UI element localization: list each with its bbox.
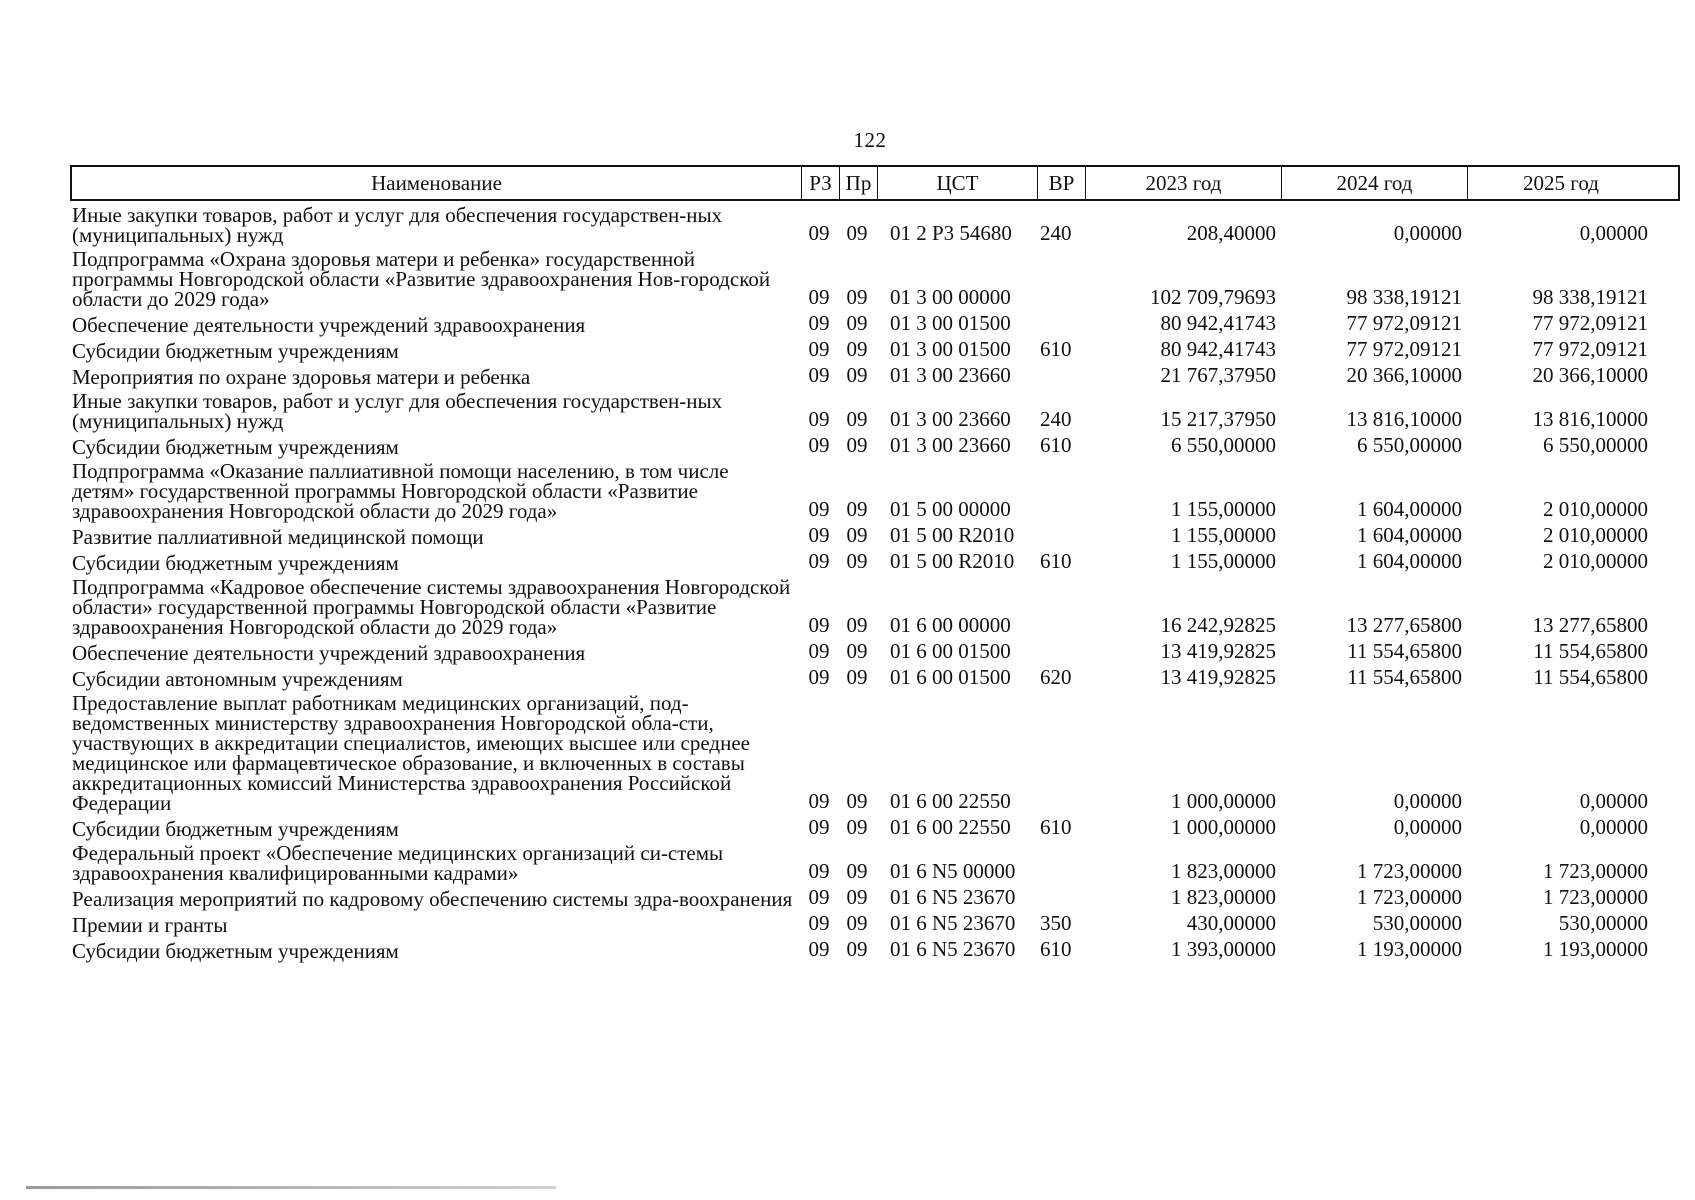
cell-2024: 13 816,10000	[1346, 407, 1462, 431]
cell-name: Реализация мероприятий по кадровому обеспечению системы здра-воохранения	[72, 887, 793, 911]
cell-2023: 102 709,79693	[1150, 285, 1276, 309]
table-row	[70, 391, 1680, 435]
cell-cst: 01 3 00 00000	[890, 285, 1011, 309]
cell-vr: 610	[1040, 433, 1072, 457]
page-number: 122	[853, 128, 887, 152]
table-row	[70, 435, 1680, 461]
cell-cst: 01 5 00 R2010	[890, 523, 1015, 547]
header-pr: Пр	[840, 167, 878, 199]
table-row	[70, 641, 1680, 667]
cell-vr	[1036, 635, 1084, 641]
cell-name: Мероприятия по охране здоровья матери и ребенка	[72, 365, 531, 389]
cell-pr: 09	[846, 549, 868, 573]
cell-pr: 09	[846, 363, 868, 387]
cell-rz: 09	[808, 911, 830, 935]
cell-2025: 6 550,00000	[1543, 433, 1648, 457]
cell-2025: 2 010,00000	[1543, 497, 1648, 521]
cell-2023: 1 155,00000	[1171, 497, 1276, 521]
cell-2024: 1 193,00000	[1357, 937, 1462, 961]
cell-2024: 530,00000	[1372, 911, 1462, 935]
cell-rz: 09	[808, 221, 830, 245]
cell-2024: 1 604,00000	[1357, 523, 1462, 547]
cell-2024: 13 277,65800	[1346, 613, 1462, 637]
cell-name: Развитие паллиативной медицинской помощи	[72, 525, 484, 549]
cell-2024: 6 550,00000	[1357, 433, 1462, 457]
header-2023: 2023 год	[1086, 167, 1282, 199]
cell-name: Субсидии бюджетным учреждениям	[72, 817, 399, 841]
header-vr: ВР	[1038, 167, 1086, 199]
cell-cst: 01 3 00 23660	[890, 433, 1011, 457]
cell-cst: 01 2 Р3 54680	[890, 221, 1012, 245]
cell-2024: 1 723,00000	[1357, 859, 1462, 883]
cell-rz: 09	[808, 665, 830, 689]
cell-2023: 80 942,41743	[1160, 337, 1276, 361]
cell-vr: 610	[1040, 549, 1072, 573]
cell-vr: 610	[1040, 337, 1072, 361]
cell-2023: 1 000,00000	[1171, 815, 1276, 839]
cell-cst: 01 6 00 01500	[890, 639, 1011, 663]
cell-cst: 01 6 N5 23670	[890, 885, 1016, 909]
cell-2023: 1 393,00000	[1171, 937, 1276, 961]
cell-name: Подпрограмма «Кадровое обеспечение системы здравоохранения Новгородской области» государственной программы Новгородской области «Развитие здравоохранения Новгородской области до 2029 года»	[72, 575, 791, 639]
cell-rz: 09	[808, 407, 830, 431]
cell-2024: 0,00000	[1393, 815, 1462, 839]
cell-pr: 09	[846, 937, 868, 961]
cell-2025: 530,00000	[1558, 911, 1648, 935]
table-body	[70, 205, 1680, 965]
cell-cst: 01 3 00 23660	[890, 407, 1011, 431]
cell-name: Подпрограмма «Оказание паллиативной помощи населению, в том числе детям» государственной программы Новгородской области «Развитие здравоохранения Новгородской области до 2029 года»	[72, 459, 729, 523]
header-rz: РЗ	[802, 167, 840, 199]
cell-2024: 1 723,00000	[1357, 885, 1462, 909]
cell-2024: 77 972,09121	[1346, 337, 1462, 361]
cell-cst: 01 6 00 22550	[890, 815, 1011, 839]
cell-rz: 09	[808, 311, 830, 335]
cell-2023: 1 823,00000	[1171, 859, 1276, 883]
cell-rz: 09	[808, 285, 830, 309]
cell-name: Подпрограмма «Охрана здоровья матери и ребенка» государственной программы Новгородской области «Развитие здравоохранения Нов-городской области до 2029 года»	[72, 247, 771, 311]
table-row	[70, 693, 1680, 817]
cell-rz: 09	[808, 885, 830, 909]
cell-2025: 20 366,10000	[1532, 363, 1648, 387]
cell-2024: 1 604,00000	[1357, 549, 1462, 573]
cell-name: Иные закупки товаров, работ и услуг для обеспечения государствен-ных (муниципальных) нужд	[72, 389, 723, 433]
cell-pr: 09	[846, 285, 868, 309]
cell-vr: 240	[1040, 407, 1072, 431]
cell-2023: 80 942,41743	[1160, 311, 1276, 335]
cell-2024: 1 604,00000	[1357, 497, 1462, 521]
cell-2024: 98 338,19121	[1346, 285, 1462, 309]
cell-cst: 01 6 N5 23670	[890, 937, 1016, 961]
table-row	[70, 313, 1680, 339]
cell-2025: 0,00000	[1579, 789, 1648, 813]
cell-2025: 11 554,65800	[1533, 665, 1648, 689]
cell-2023: 1 155,00000	[1171, 523, 1276, 547]
cell-2024: 0,00000	[1393, 789, 1462, 813]
cell-pr: 09	[846, 407, 868, 431]
header-2024: 2024 год	[1282, 167, 1468, 199]
cell-pr: 09	[846, 665, 868, 689]
cell-2023: 208,40000	[1186, 221, 1276, 245]
cell-rz: 09	[808, 433, 830, 457]
cell-2023: 21 767,37950	[1160, 363, 1276, 387]
cell-cst: 01 6 N5 00000	[890, 859, 1016, 883]
cell-2025: 13 816,10000	[1532, 407, 1648, 431]
cell-name: Обеспечение деятельности учреждений здравоохранения	[72, 641, 586, 665]
table-header	[70, 165, 1680, 201]
cell-cst: 01 6 N5 23670	[890, 911, 1016, 935]
cell-pr: 09	[846, 789, 868, 813]
cell-cst: 01 3 00 23660	[890, 363, 1011, 387]
header-cst: ЦСТ	[878, 167, 1038, 199]
cell-rz: 09	[808, 937, 830, 961]
cell-2024: 0,00000	[1393, 221, 1462, 245]
cell-2024: 20 366,10000	[1346, 363, 1462, 387]
cell-pr: 09	[846, 815, 868, 839]
cell-pr: 09	[846, 523, 868, 547]
cell-vr: 350	[1040, 911, 1072, 935]
cell-pr: 09	[846, 639, 868, 663]
cell-2025: 2 010,00000	[1543, 523, 1648, 547]
table-row	[70, 939, 1680, 965]
cell-2025: 2 010,00000	[1543, 549, 1648, 573]
cell-pr: 09	[846, 859, 868, 883]
table-row	[70, 525, 1680, 551]
cell-name: Предоставление выплат работникам медицинских организаций, под-ведомственных министерству здравоохранения Новгородской обла-сти, участвующих в аккредитации специалистов, имеющих высшее или среднее медицинское или фармацевтическое образование, и включенных в составы аккредитационных комиссий Министерства здравоохранения Российской Федерации	[72, 691, 750, 815]
table-row	[70, 667, 1680, 693]
cell-vr: 610	[1040, 815, 1072, 839]
cell-rz: 09	[808, 363, 830, 387]
table-row	[70, 913, 1680, 939]
cell-cst: 01 6 00 22550	[890, 789, 1011, 813]
cell-name: Обеспечение деятельности учреждений здравоохранения	[72, 313, 586, 337]
cell-2025: 11 554,65800	[1533, 639, 1648, 663]
cell-name: Субсидии бюджетным учреждениям	[72, 939, 399, 963]
cell-2023: 1 155,00000	[1171, 549, 1276, 573]
cell-2025: 0,00000	[1579, 815, 1648, 839]
cell-name: Иные закупки товаров, работ и услуг для обеспечения государствен-ных (муниципальных) нужд	[72, 203, 723, 247]
cell-rz: 09	[808, 497, 830, 521]
cell-2024: 11 554,65800	[1347, 639, 1462, 663]
cell-vr	[1036, 307, 1084, 313]
cell-pr: 09	[846, 911, 868, 935]
cell-rz: 09	[808, 639, 830, 663]
table-row	[70, 577, 1680, 641]
cell-name: Премии и гранты	[72, 913, 228, 937]
table-row	[70, 339, 1680, 365]
cell-2023: 13 419,92825	[1160, 665, 1276, 689]
table-row	[70, 817, 1680, 843]
header-2025: 2025 год	[1523, 170, 1599, 195]
cell-2023: 1 823,00000	[1171, 885, 1276, 909]
cell-cst: 01 3 00 01500	[890, 311, 1011, 335]
cell-pr: 09	[846, 613, 868, 637]
cell-2025: 77 972,09121	[1532, 311, 1648, 335]
cell-pr: 09	[846, 433, 868, 457]
cell-vr: 620	[1040, 665, 1072, 689]
header-name: Наименование	[72, 167, 802, 199]
cell-2023: 13 419,92825	[1160, 639, 1276, 663]
cell-cst: 01 6 00 01500	[890, 665, 1011, 689]
cell-vr	[1036, 385, 1084, 391]
cell-2025: 98 338,19121	[1532, 285, 1648, 309]
cell-2024: 77 972,09121	[1346, 311, 1462, 335]
cell-2023: 16 242,92825	[1160, 613, 1276, 637]
table-row	[70, 461, 1680, 525]
table-row	[70, 205, 1680, 249]
table-row	[70, 843, 1680, 887]
cell-2025: 13 277,65800	[1532, 613, 1648, 637]
cell-name: Субсидии бюджетным учреждениям	[72, 435, 399, 459]
cell-cst: 01 5 00 R2010	[890, 549, 1015, 573]
cell-name: Субсидии бюджетным учреждениям	[72, 551, 399, 575]
cell-pr: 09	[846, 221, 868, 245]
cell-2023: 6 550,00000	[1171, 433, 1276, 457]
cell-2024: 11 554,65800	[1347, 665, 1462, 689]
cell-vr: 240	[1040, 221, 1072, 245]
cell-2025: 0,00000	[1579, 221, 1648, 245]
cell-rz: 09	[808, 815, 830, 839]
cell-vr	[1036, 881, 1084, 887]
cell-2025: 1 193,00000	[1543, 937, 1648, 961]
cell-rz: 09	[808, 789, 830, 813]
cell-name: Федеральный проект «Обеспечение медицинских организаций си-стемы здравоохранения квалифицированными кадрами»	[72, 841, 724, 885]
cell-name: Субсидии бюджетным учреждениям	[72, 339, 399, 363]
cell-2025: 1 723,00000	[1543, 885, 1648, 909]
cell-2025: 77 972,09121	[1532, 337, 1648, 361]
cell-rz: 09	[808, 859, 830, 883]
footer-rule	[26, 1186, 556, 1189]
cell-rz: 09	[808, 549, 830, 573]
cell-cst: 01 6 00 00000	[890, 613, 1011, 637]
cell-pr: 09	[846, 497, 868, 521]
cell-2025: 1 723,00000	[1543, 859, 1648, 883]
cell-rz: 09	[808, 523, 830, 547]
cell-rz: 09	[808, 613, 830, 637]
cell-2023: 1 000,00000	[1171, 789, 1276, 813]
cell-cst: 01 5 00 00000	[890, 497, 1011, 521]
cell-pr: 09	[846, 885, 868, 909]
cell-vr	[1036, 519, 1084, 525]
cell-name: Субсидии автономным учреждениям	[72, 667, 403, 691]
cell-pr: 09	[846, 337, 868, 361]
table-row	[70, 365, 1680, 391]
cell-cst: 01 3 00 01500	[890, 337, 1011, 361]
cell-2023: 430,00000	[1186, 911, 1276, 935]
table-row	[70, 551, 1680, 577]
cell-vr: 610	[1040, 937, 1072, 961]
table-row	[70, 249, 1680, 313]
table-row	[70, 887, 1680, 913]
cell-2023: 15 217,37950	[1160, 407, 1276, 431]
budget-table	[70, 165, 1680, 965]
cell-rz: 09	[808, 337, 830, 361]
cell-pr: 09	[846, 311, 868, 335]
